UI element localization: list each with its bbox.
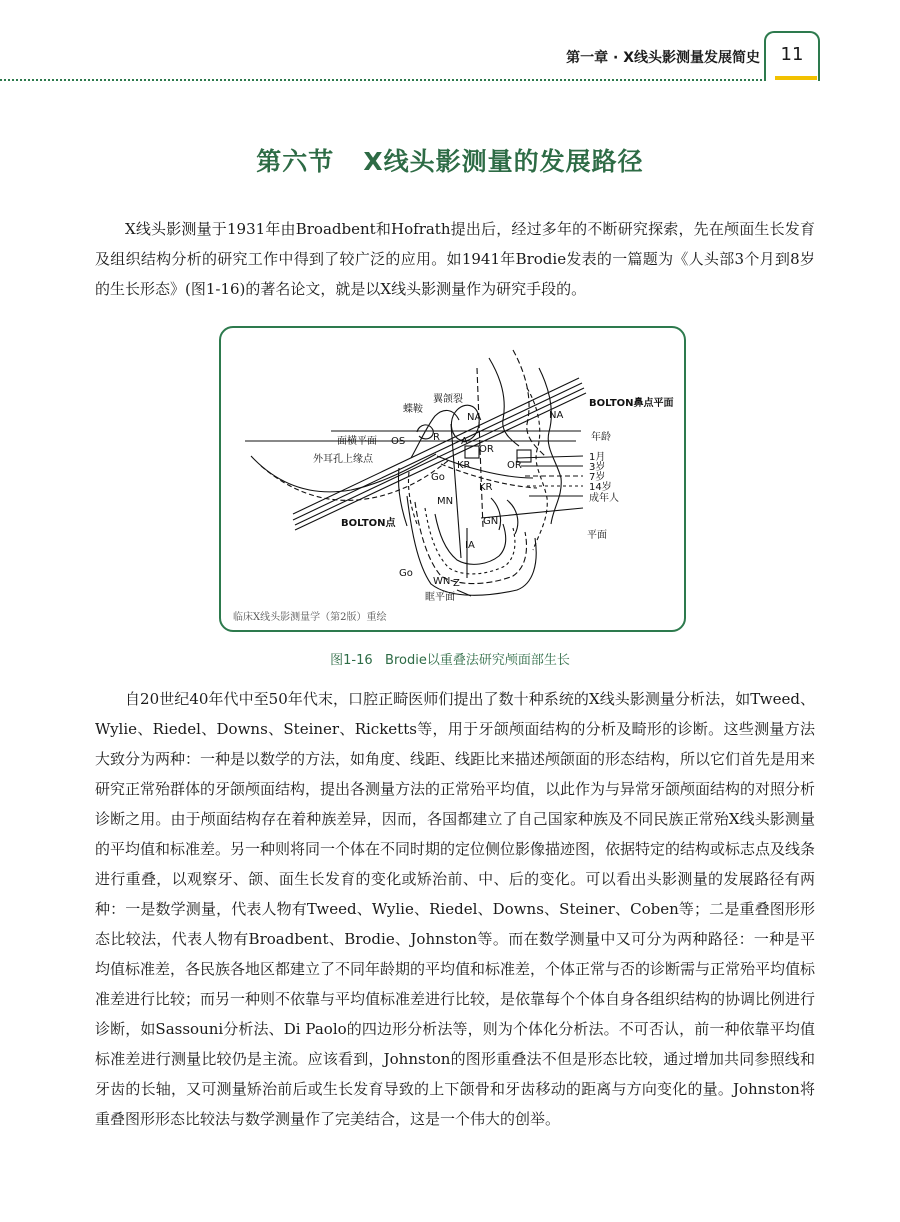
label-mn: MN [437,496,454,507]
label-z: Z [453,578,460,589]
label-kr-mid: KR [479,482,493,493]
label-occlusal-plane: 平面 [587,530,607,541]
label-a: A [461,436,468,447]
label-wn: WN [433,576,451,587]
label-na-left: NA [467,412,482,423]
label-gn: GN [483,516,499,527]
running-header-chapter-title: 第一章 · X线头影测量发展简史 [566,50,760,66]
age-legend-title: 年龄 [591,432,611,443]
header-rule [0,79,774,81]
cephalometric-tracing-diagram [221,328,684,630]
facial-profile-line [489,358,519,446]
age-legend-item-4: 14岁 [589,482,612,493]
label-ia: IA [465,540,475,551]
section-heading: 第六节 X线头影测量的发展路径 [256,147,644,176]
label-or-right: OR [507,460,522,471]
label-na-right: NA [549,410,564,421]
label-sella: 蝶鞍 [403,404,423,415]
label-r: R [433,432,440,443]
label-fh-plane: 面横平面 [337,436,377,447]
label-bolton-point: BOLTON点 [341,518,396,529]
age-legend-item-2: 3岁 [589,462,606,473]
page-number-underline [775,76,817,80]
figure-frame [219,326,686,632]
label-or: OR [479,444,494,455]
label-go-upper: Go [431,472,445,483]
label-pterygo-fissure: 翼颌裂 [433,394,463,405]
body-paragraph-1: X线头影测量于1931年由Broadbent和Hofrath提出后，经过多年的不断研究探索，先在颅面生长发育及组织结构分析的研究工作中得到了较广泛的应用。如1941年Brodie发表的一篇题为《人头部3个月到8岁的生长形态》(图1-16)的著名论文，就是以X线头影测量作为研究手段的。 [95,220,815,298]
label-porion-point: 外耳孔上缘点 [313,454,373,465]
label-bolton-nasion-plane: BOLTON鼻点平面 [589,398,674,409]
label-go-lower: Go [399,568,413,579]
age-legend-item-3: 7岁 [589,472,606,483]
age-legend-item-5: 成年人 [589,493,619,504]
body-paragraph-2: 自20世纪40年代中至50年代末，口腔正畸医师们提出了数十种系统的X线头影测量分析法，如Tweed、Wylie、Riedel、Downs、Steiner、Ricketts等，用于牙颌颅面结构的分析及畸形的诊断。这些测量方法大致分为两种：一种是以数学的方法，如角度、线距、线距比来描述颅颌面的形态结构，所以它们首先是用来研究正常殆群体的牙颌颅面结构，提出各测量方法的正常殆平均值，以此作为与异常牙颌颅面结构的对照分析诊断之用。由于颅面结构存在着种族差异，因而，各国都建立了自己国家种族及不同民族正常殆X线头影测量的平均值和标准差。另一种则将同一个体在不同时期的定位侧位影像描迹图，依据特定的结构或标志点及线条进行重叠，以观察牙、颌、面生长发育的变化或矫治前、中、后的变化。可以看出头影测量的发展路径有两种：一是数学测量，代表人物有Tweed、Wylie、Riedel、Downs、Steiner、Coben等；二是重叠图形形态比较法，代表人物有Broadbent、Brodie、Johnston等。而在数学测量中又可分为两种路径：一种是平均值标准差，各民族各地区都建立了不同年龄期的平均值和标准差，个体正常与否的诊断需与正常殆平均值标准差进行比较；而另一种则不依靠与平均值标准差进行比较，是依靠每个个体自身各组织结构的协调比例进行诊断，如Sassouni分析法、Di Paolo的四边形分析法等，则为个体化分析法。不可否认，前一种依靠平均值标准差进行测量比较仍是主流。应该看到，Johnston的图形重叠法不但是形态比较，通过增加共同参照线和牙齿的长轴，又可测量矫治前后或生长发育导致的上下颌骨和牙齿移动的距离与方向变化的量。Johnston将重叠图形形态比较法与数学测量作了完美结合，这是一个伟大的创举。 [95,690,816,1128]
label-os: OS [391,436,406,447]
label-orbital-plane: 眶平面 [425,592,455,603]
age-legend-item-1: 1月 [589,452,606,463]
figure-credit: 临床X线头影测量学（第2版）重绘 [233,612,387,623]
label-kr-left: KR [457,460,471,471]
figure-caption: 图1-16 Brodie以重叠法研究颅面部生长 [330,653,570,668]
page-number: 11 [780,44,804,65]
